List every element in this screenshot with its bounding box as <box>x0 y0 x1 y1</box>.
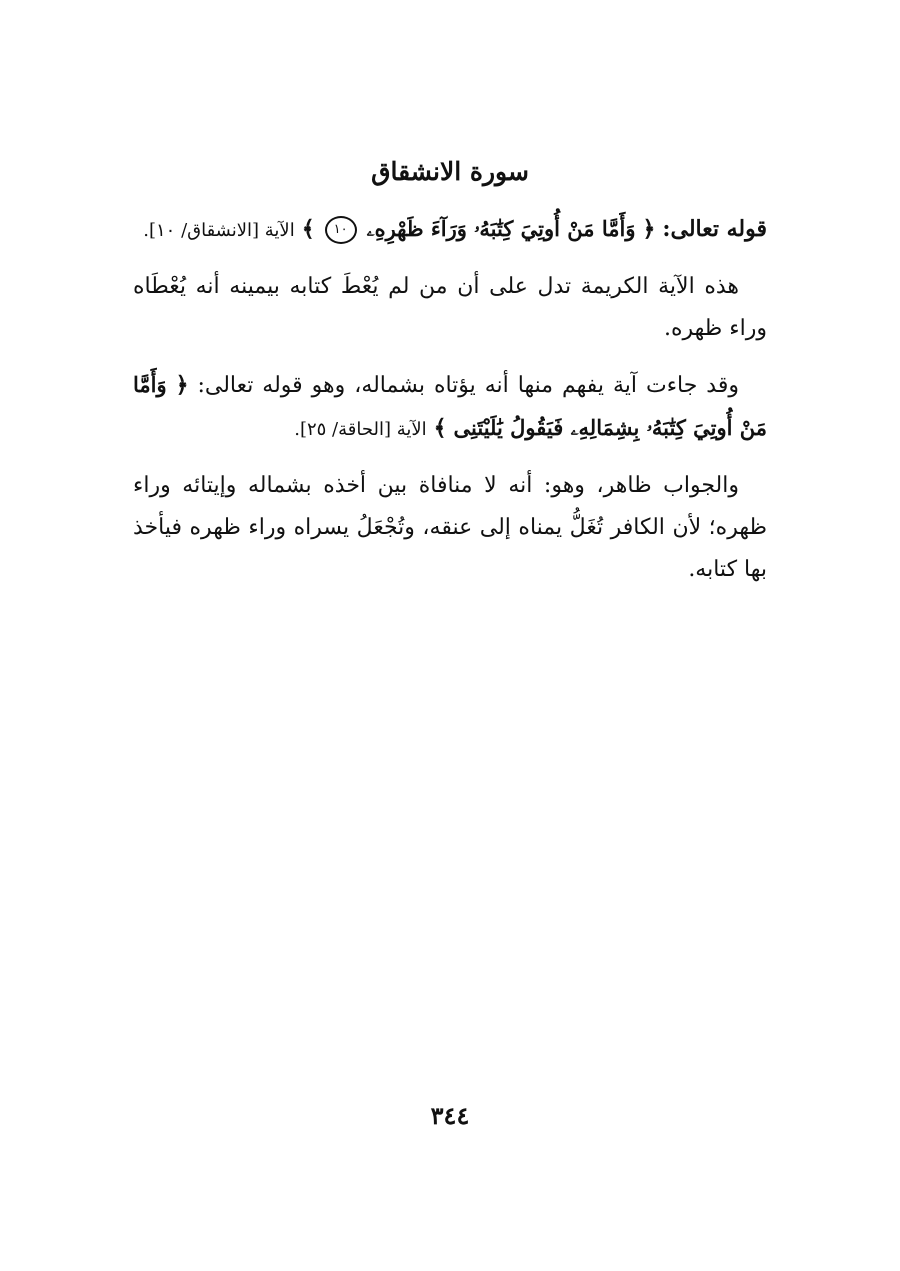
verse-reference: الآية [الحاقة/ ٢٥]. <box>294 419 427 440</box>
quran-verse: وَأَمَّا مَنْ أُوتِيَ كِتَٰبَهُۥ وَرَآءَ ظَهْرِهِۦ <box>366 216 636 241</box>
ornate-bracket-open: ﴿ <box>175 372 189 398</box>
content-body <box>133 208 767 605</box>
paragraph-question <box>133 266 767 350</box>
paragraph-text: والجواب ظاهر، وهو: أنه لا منافاة بين أخذه بشماله وإيتائه وراء ظهره؛ لأن الكافر تُغَلُّ يمناه إلى عنقه، وتُجْعَلُ يسراه وراء ظهره فيأخذ بها كتابه. <box>133 473 767 582</box>
paragraph-answer <box>133 465 767 591</box>
paragraph-text: هذه الآية الكريمة تدل على أن من لم يُعْطَ كتابه بيمينه أنه يُعْطَاه وراء ظهره. <box>133 274 767 341</box>
chapter-title: سورة الانشقاق <box>371 157 529 186</box>
verse-reference: الآية [الانشقاق/ ١٠]. <box>143 220 295 241</box>
ornate-bracket-close: ﴾ <box>433 415 447 441</box>
ornate-bracket-open: ﴿ <box>642 216 656 242</box>
page-number: ٣٤٤ <box>430 1101 470 1130</box>
quran-verse: وَأَمَّا مَنْ أُوتِيَ كِتَٰبَهُۥ بِشِمَالِهِۦ فَيَقُولُ يَٰلَيْتَنِى <box>133 372 767 440</box>
paragraph-apparent-conflict <box>133 364 767 451</box>
ornate-bracket-close: ﴾ <box>301 216 315 242</box>
lead-phrase: قوله تعالى: <box>662 216 767 242</box>
paragraph-verse-inshiqaq <box>133 208 767 252</box>
paragraph-text: وقد جاءت آية يفهم منها أنه يؤتاه بشماله، وهو قوله تعالى: <box>197 373 739 398</box>
ayah-number-marker: ١٠ <box>325 216 357 244</box>
